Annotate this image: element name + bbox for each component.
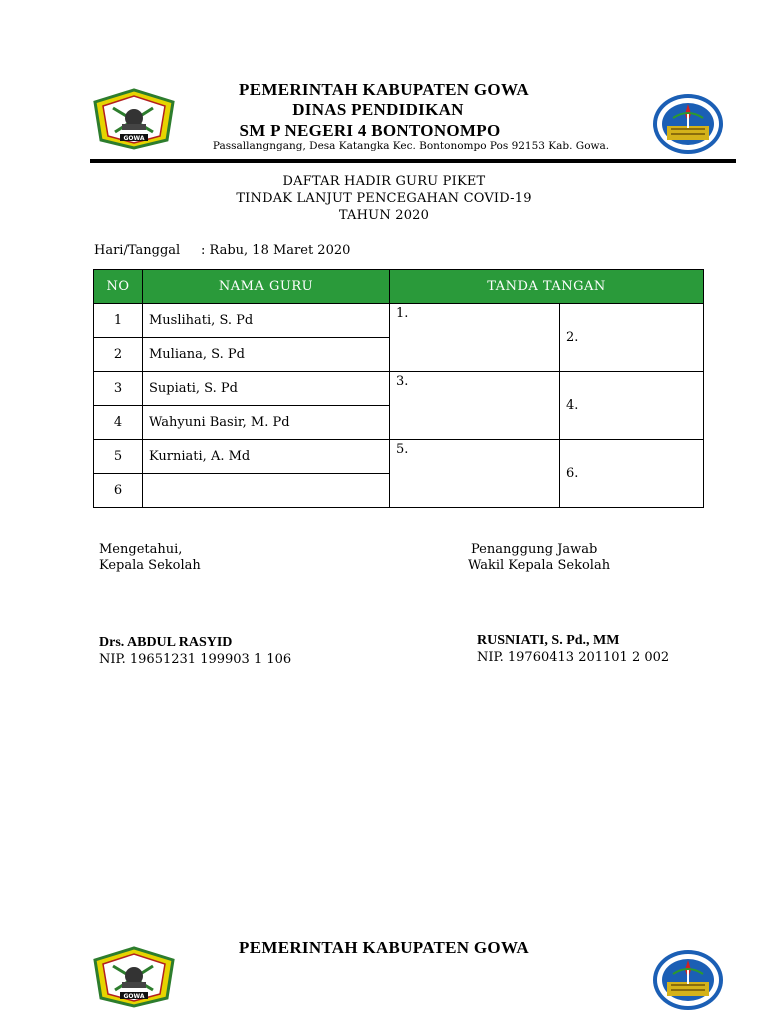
row-no: 4 — [94, 406, 143, 440]
svg-text:GOWA: GOWA — [123, 993, 145, 1000]
table-row — [94, 440, 704, 474]
doc-title-line-3: TAHUN 2020 — [338, 208, 430, 223]
header-line-2: DINAS PENDIDIKAN — [292, 100, 464, 119]
attendance-table — [93, 269, 704, 508]
row-nama — [143, 474, 390, 508]
signature-slot: 5. — [390, 440, 560, 508]
row-no: 1 — [94, 304, 143, 338]
signature-slot: 6. — [560, 440, 704, 508]
row-nama: Muslihati, S. Pd — [143, 304, 390, 338]
signoff-left-line2: Kepala Sekolah — [99, 558, 201, 573]
row-nama: Kurniati, A. Md — [143, 440, 390, 474]
row-nama: Wahyuni Basir, M. Pd — [143, 406, 390, 440]
signature-slot: 1. — [390, 304, 560, 372]
signoff-right-line2: Wakil Kepala Sekolah — [468, 558, 611, 573]
signoff-left-name: Drs. ABDUL RASYID — [99, 635, 233, 650]
doc-title-line-2: TINDAK LANJUT PENCEGAHAN COVID-19 — [236, 191, 532, 206]
row-no: 6 — [94, 474, 143, 508]
header-address: Passallangngang, Desa Katangka Kec. Bontonompo Pos 92153 Kab. Gowa. — [212, 140, 610, 152]
header-line-3: SM P NEGERI 4 BONTONOMPO — [239, 121, 501, 140]
table-header-row — [94, 270, 704, 304]
col-header-ttd: TANDA TANGAN — [390, 270, 704, 304]
svg-text:GOWA: GOWA — [123, 135, 145, 142]
signoff-right — [468, 542, 610, 574]
col-header-no: NO — [94, 270, 143, 304]
date-value: : Rabu, 18 Maret 2020 — [201, 243, 351, 258]
table-row — [94, 304, 704, 338]
date-label: Hari/Tanggal — [94, 243, 181, 258]
signoff-right-nip: NIP. 19760413 201101 2 002 — [477, 650, 670, 665]
signoff-right-name: RUSNIATI, S. Pd., MM — [477, 633, 620, 648]
row-no: 2 — [94, 338, 143, 372]
school-logo-footer — [651, 948, 725, 1012]
row-nama: Supiati, S. Pd — [143, 372, 390, 406]
footer-line-1: PEMERINTAH KABUPATEN GOWA — [239, 938, 529, 957]
signature-slot: 3. — [390, 372, 560, 440]
signature-slot: 4. — [560, 372, 704, 440]
signature-slot: 2. — [560, 304, 704, 372]
col-header-nama: NAMA GURU — [143, 270, 390, 304]
doc-title-line-1: DAFTAR HADIR GURU PIKET — [282, 174, 486, 189]
signoff-right-line1: Penanggung Jawab — [471, 542, 598, 557]
row-no: 3 — [94, 372, 143, 406]
header-line-1: PEMERINTAH KABUPATEN GOWA — [239, 80, 529, 99]
header-divider — [90, 159, 736, 163]
table-row — [94, 372, 704, 406]
row-no: 5 — [94, 440, 143, 474]
signoff-left-nip: NIP. 19651231 199903 1 106 — [99, 652, 292, 667]
signoff-left-line1: Mengetahui, — [99, 542, 183, 557]
row-nama: Muliana, S. Pd — [143, 338, 390, 372]
signoff-left — [99, 542, 201, 574]
